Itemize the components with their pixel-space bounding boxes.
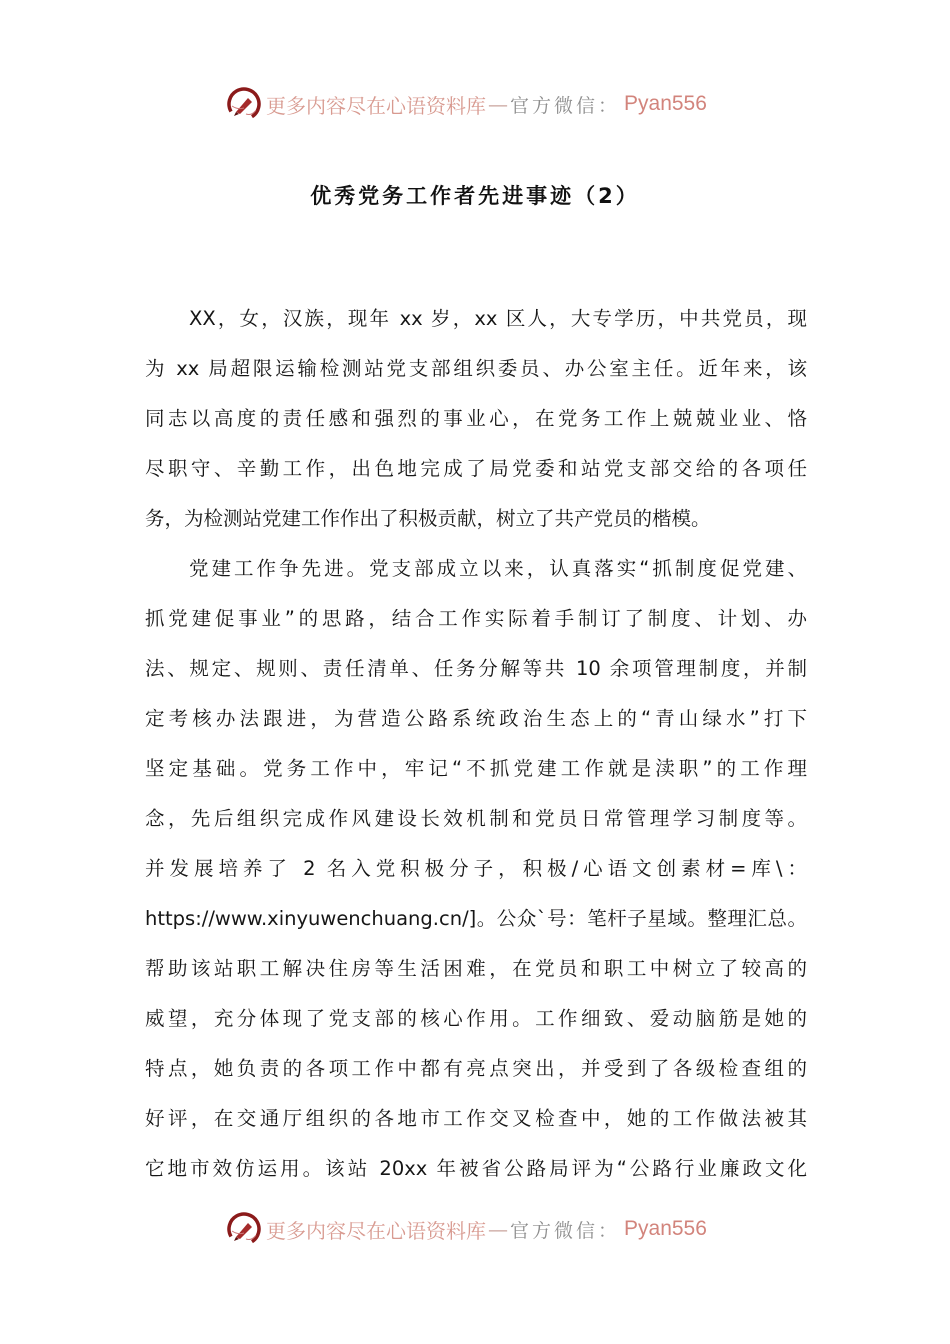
paragraph-2-line-4: 定考核办法跟进，为营造公路系统政治生态上的“青山绿水”打下: [145, 707, 807, 730]
wechat-label: 官方微信：: [510, 94, 621, 117]
paragraph-1-line-5: 务，为检测站党建工作作出了积极贡献，树立了共产党员的楷模。: [145, 507, 711, 530]
paragraph-1-line-2: 为 xx 局超限运输检测站党支部组织委员、办公室主任。近年来，该: [145, 357, 807, 380]
paragraph-2-line-1: 党建工作争先进。党支部成立以来，认真落实“抓制度促党建、: [189, 557, 807, 580]
paragraph-2-line-6: 念，先后组织完成作风建设长效机制和党员日常管理学习制度等。: [145, 807, 807, 830]
brand-text: 更多内容尽在心语资料库: [266, 1218, 486, 1243]
paragraph-2-line-12: 好评，在交通厅组织的各地市工作交叉检查中，她的工作做法被其: [145, 1107, 807, 1130]
paragraph-2-line-7: 并发展培养了 2 名入党积极分子，积极/心语文创素材=库\：: [145, 857, 807, 880]
wechat-handle: Pyan556: [624, 1217, 707, 1240]
paragraph-2-line-10: 威望，充分体现了党支部的核心作用。工作细致、爱动脑筋是她的: [145, 1007, 807, 1030]
paragraph-2-line-5: 坚定基础。党务工作中，牢记“不抓党建工作就是渎职”的工作理: [145, 757, 807, 780]
document-body: [145, 296, 807, 1196]
separator-dash: —: [488, 1217, 508, 1241]
wechat-label: 官方微信：: [510, 1219, 621, 1242]
paragraph-2-line-9: 帮助该站职工解决住房等生活困难，在党员和职工中树立了较高的: [145, 957, 807, 980]
paragraph-2-line-8-with-link: https://www.xinyuwenchuang.cn/]。公众`号：笔杆子星域。整理汇总。: [145, 907, 807, 930]
paragraph-1-line-4: 尽职守、辛勤工作，出色地完成了局党委和站党支部交给的各项任: [145, 457, 807, 480]
paragraph-2-line-2: 抓党建促事业”的思路，结合工作实际着手制订了制度、计划、办: [145, 607, 807, 630]
separator-dash: —: [488, 92, 508, 116]
brand-text: 更多内容尽在心语资料库: [266, 93, 486, 118]
paragraph-2-line-11: 特点，她负责的各项工作中都有亮点突出，并受到了各级检查组的: [145, 1057, 807, 1080]
pen-nib-logo-icon: [226, 86, 262, 122]
paragraph-1-line-3: 同志以高度的责任感和强烈的事业心，在党务工作上兢兢业业、恪: [145, 407, 807, 430]
pen-nib-logo-icon: [226, 1211, 262, 1247]
footer-watermark: [226, 1209, 707, 1249]
paragraph-2-line-3: 法、规定、规则、责任清单、任务分解等共 10 余项管理制度，并制: [145, 657, 807, 680]
wechat-handle: Pyan556: [624, 92, 707, 115]
header-watermark: [226, 84, 707, 124]
paragraph-2-line-13: 它地市效仿运用。该站 20xx 年被省公路局评为“公路行业廉政文化: [145, 1157, 807, 1180]
paragraph-1-line-1: XX，女，汉族，现年 xx 岁，xx 区人，大专学历，中共党员，现: [189, 307, 807, 330]
document-title: 优秀党务工作者先进事迹（2）: [310, 184, 640, 208]
